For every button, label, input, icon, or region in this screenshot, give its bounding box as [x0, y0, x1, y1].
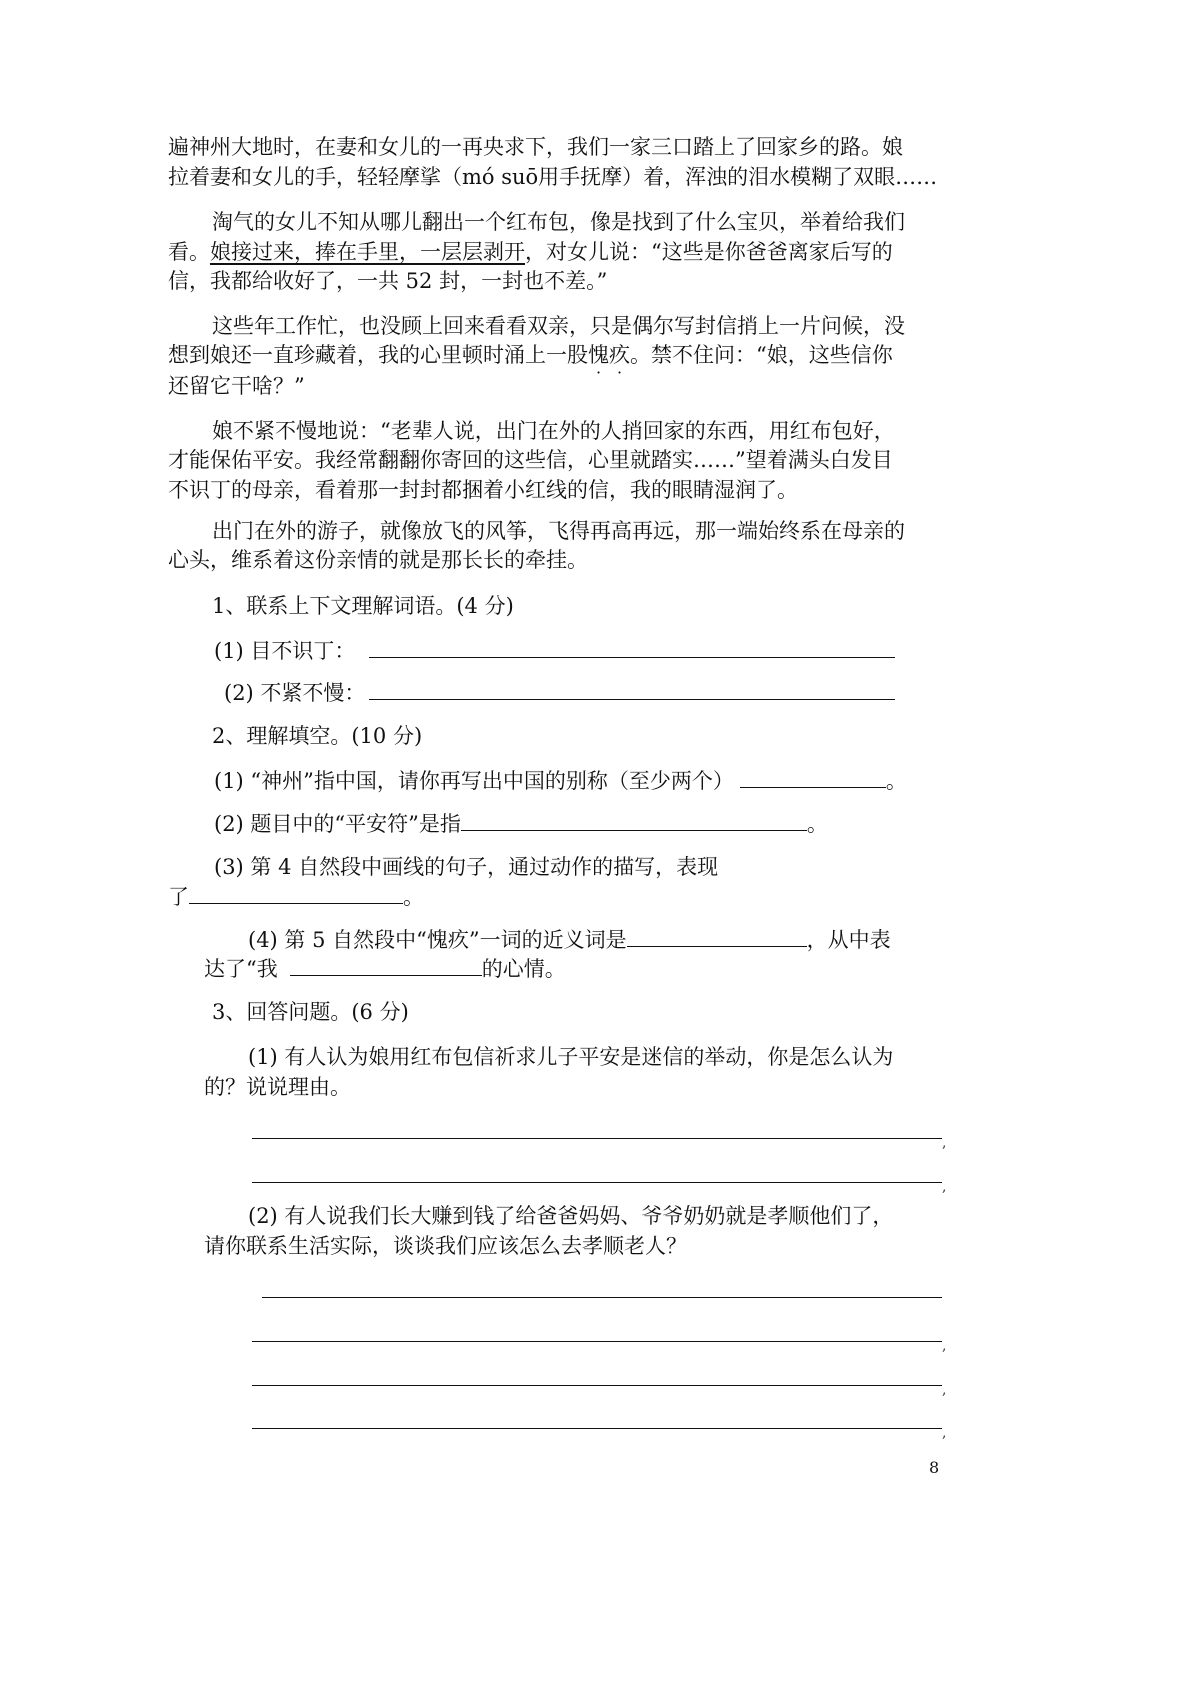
passage-line	[168, 341, 893, 369]
answer-line[interactable]	[252, 1182, 942, 1183]
answer-blank[interactable]	[189, 883, 403, 904]
question-text: (2) 不紧不慢：	[224, 681, 366, 705]
question-text: (1) “神州”指中国，请你再写出中国的别称（至少两个）	[214, 769, 734, 793]
answer-line[interactable]	[252, 1428, 942, 1429]
question-1-2	[224, 679, 895, 707]
passage-line: 遍神州大地时，在妻和女儿的一再央求下，我们一家三口踏上了回家乡的路。娘	[168, 135, 903, 159]
question-text: 。	[403, 885, 424, 909]
answer-blank[interactable]	[369, 679, 895, 700]
passage-text: 想到娘还一直珍藏着，我的心里顿时涌上一股	[168, 343, 588, 367]
question-text: (2) 题目中的“平安符”是指	[214, 812, 461, 836]
line-end-mark: ,	[942, 1338, 947, 1354]
passage-line: 这些年工作忙，也没顾上回来看看双亲，只是偶尔写封信捎上一片问候，没	[212, 314, 905, 338]
question-2-4-cont	[204, 955, 566, 983]
dotted-word-char: 疚	[609, 343, 630, 367]
question-2-4	[248, 926, 891, 954]
question-2-heading: 2、理解填空。(10 分)	[212, 724, 423, 748]
line-end-mark: ,	[942, 1135, 947, 1151]
dotted-word-char: 愧	[588, 343, 609, 367]
question-text: 了	[168, 885, 189, 909]
question-text: 。	[885, 769, 907, 793]
question-2-2	[214, 810, 828, 838]
passage-line: 拉着妻和女儿的手，轻轻摩挲（mó suō用手抚摩）着，浑浊的泪水模糊了双眼……	[168, 165, 938, 189]
answer-line[interactable]	[252, 1138, 942, 1139]
question-text: (1) 目不识丁：	[214, 639, 356, 663]
question-text: (4) 第 5 自然段中“愧疚”一词的近义词是	[248, 928, 627, 952]
line-end-mark: ,	[942, 1425, 947, 1441]
page-number: 8	[929, 1458, 940, 1477]
passage-text: ，对女儿说：“这些是你爸爸离家后写的	[525, 240, 893, 264]
line-end-mark: ,	[942, 1382, 947, 1398]
passage-line: 出门在外的游子，就像放飞的风筝，飞得再高再远，那一端始终系在母亲的	[212, 519, 905, 543]
passage-text: 看。	[168, 240, 210, 264]
question-text: 。	[806, 812, 828, 836]
question-text: 达了“我	[204, 957, 278, 981]
answer-blank[interactable]	[290, 955, 482, 976]
passage-line: 信，我都给收好了，一共 52 封，一封也不差。”	[168, 269, 608, 293]
question-2-1	[214, 767, 907, 795]
answer-line[interactable]	[252, 1341, 942, 1342]
passage-text: 。禁不住问：“娘，这些信你	[630, 343, 893, 367]
passage-line: 娘不紧不慢地说：“老辈人说，出门在外的人捎回家的东西，用红布包好，	[212, 419, 895, 443]
answer-line[interactable]	[252, 1385, 942, 1386]
question-3-heading: 3、回答问题。(6 分)	[212, 1000, 409, 1024]
question-2-3: (3) 第 4 自然段中画线的句子，通过动作的描写，表现	[214, 855, 719, 879]
answer-blank[interactable]	[461, 810, 807, 831]
question-text: 的心情。	[481, 957, 566, 981]
question-3-2-cont: 请你联系生活实际，谈谈我们应该怎么去孝顺老人？	[204, 1234, 687, 1258]
passage-line: 心头，维系着这份亲情的就是那长长的牵挂。	[168, 548, 588, 572]
question-3-1-cont: 的？说说理由。	[204, 1075, 351, 1099]
answer-blank[interactable]	[369, 637, 895, 658]
passage-line: 才能保佑平安。我经常翻翻你寄回的这些信，心里就踏实……”望着满头白发目	[168, 448, 893, 472]
answer-line[interactable]	[262, 1297, 942, 1298]
underlined-sentence: 娘接过来，捧在手里，一层层剥开	[210, 240, 525, 264]
answer-blank[interactable]	[627, 926, 807, 947]
passage-line: 不识丁的母亲，看着那一封封都捆着小红线的信，我的眼睛湿润了。	[168, 478, 798, 502]
line-end-mark: ,	[942, 1179, 947, 1195]
question-text: ，从中表	[806, 928, 891, 952]
question-1-1	[214, 637, 895, 665]
passage-line: 淘气的女儿不知从哪儿翻出一个红布包，像是找到了什么宝贝，举着给我们	[212, 210, 905, 234]
question-3-2: (2) 有人说我们长大赚到钱了给爸爸妈妈、爷爷奶奶就是孝顺他们了，	[248, 1204, 894, 1228]
question-3-1: (1) 有人认为娘用红布包信祈求儿子平安是迷信的举动，你是怎么认为	[248, 1045, 894, 1069]
passage-line: 还留它干啥？”	[168, 374, 305, 398]
passage-line	[168, 238, 893, 266]
question-2-3-cont	[168, 883, 424, 911]
question-1-heading: 1、联系上下文理解词语。(4 分)	[212, 594, 514, 618]
answer-blank[interactable]	[740, 767, 886, 788]
